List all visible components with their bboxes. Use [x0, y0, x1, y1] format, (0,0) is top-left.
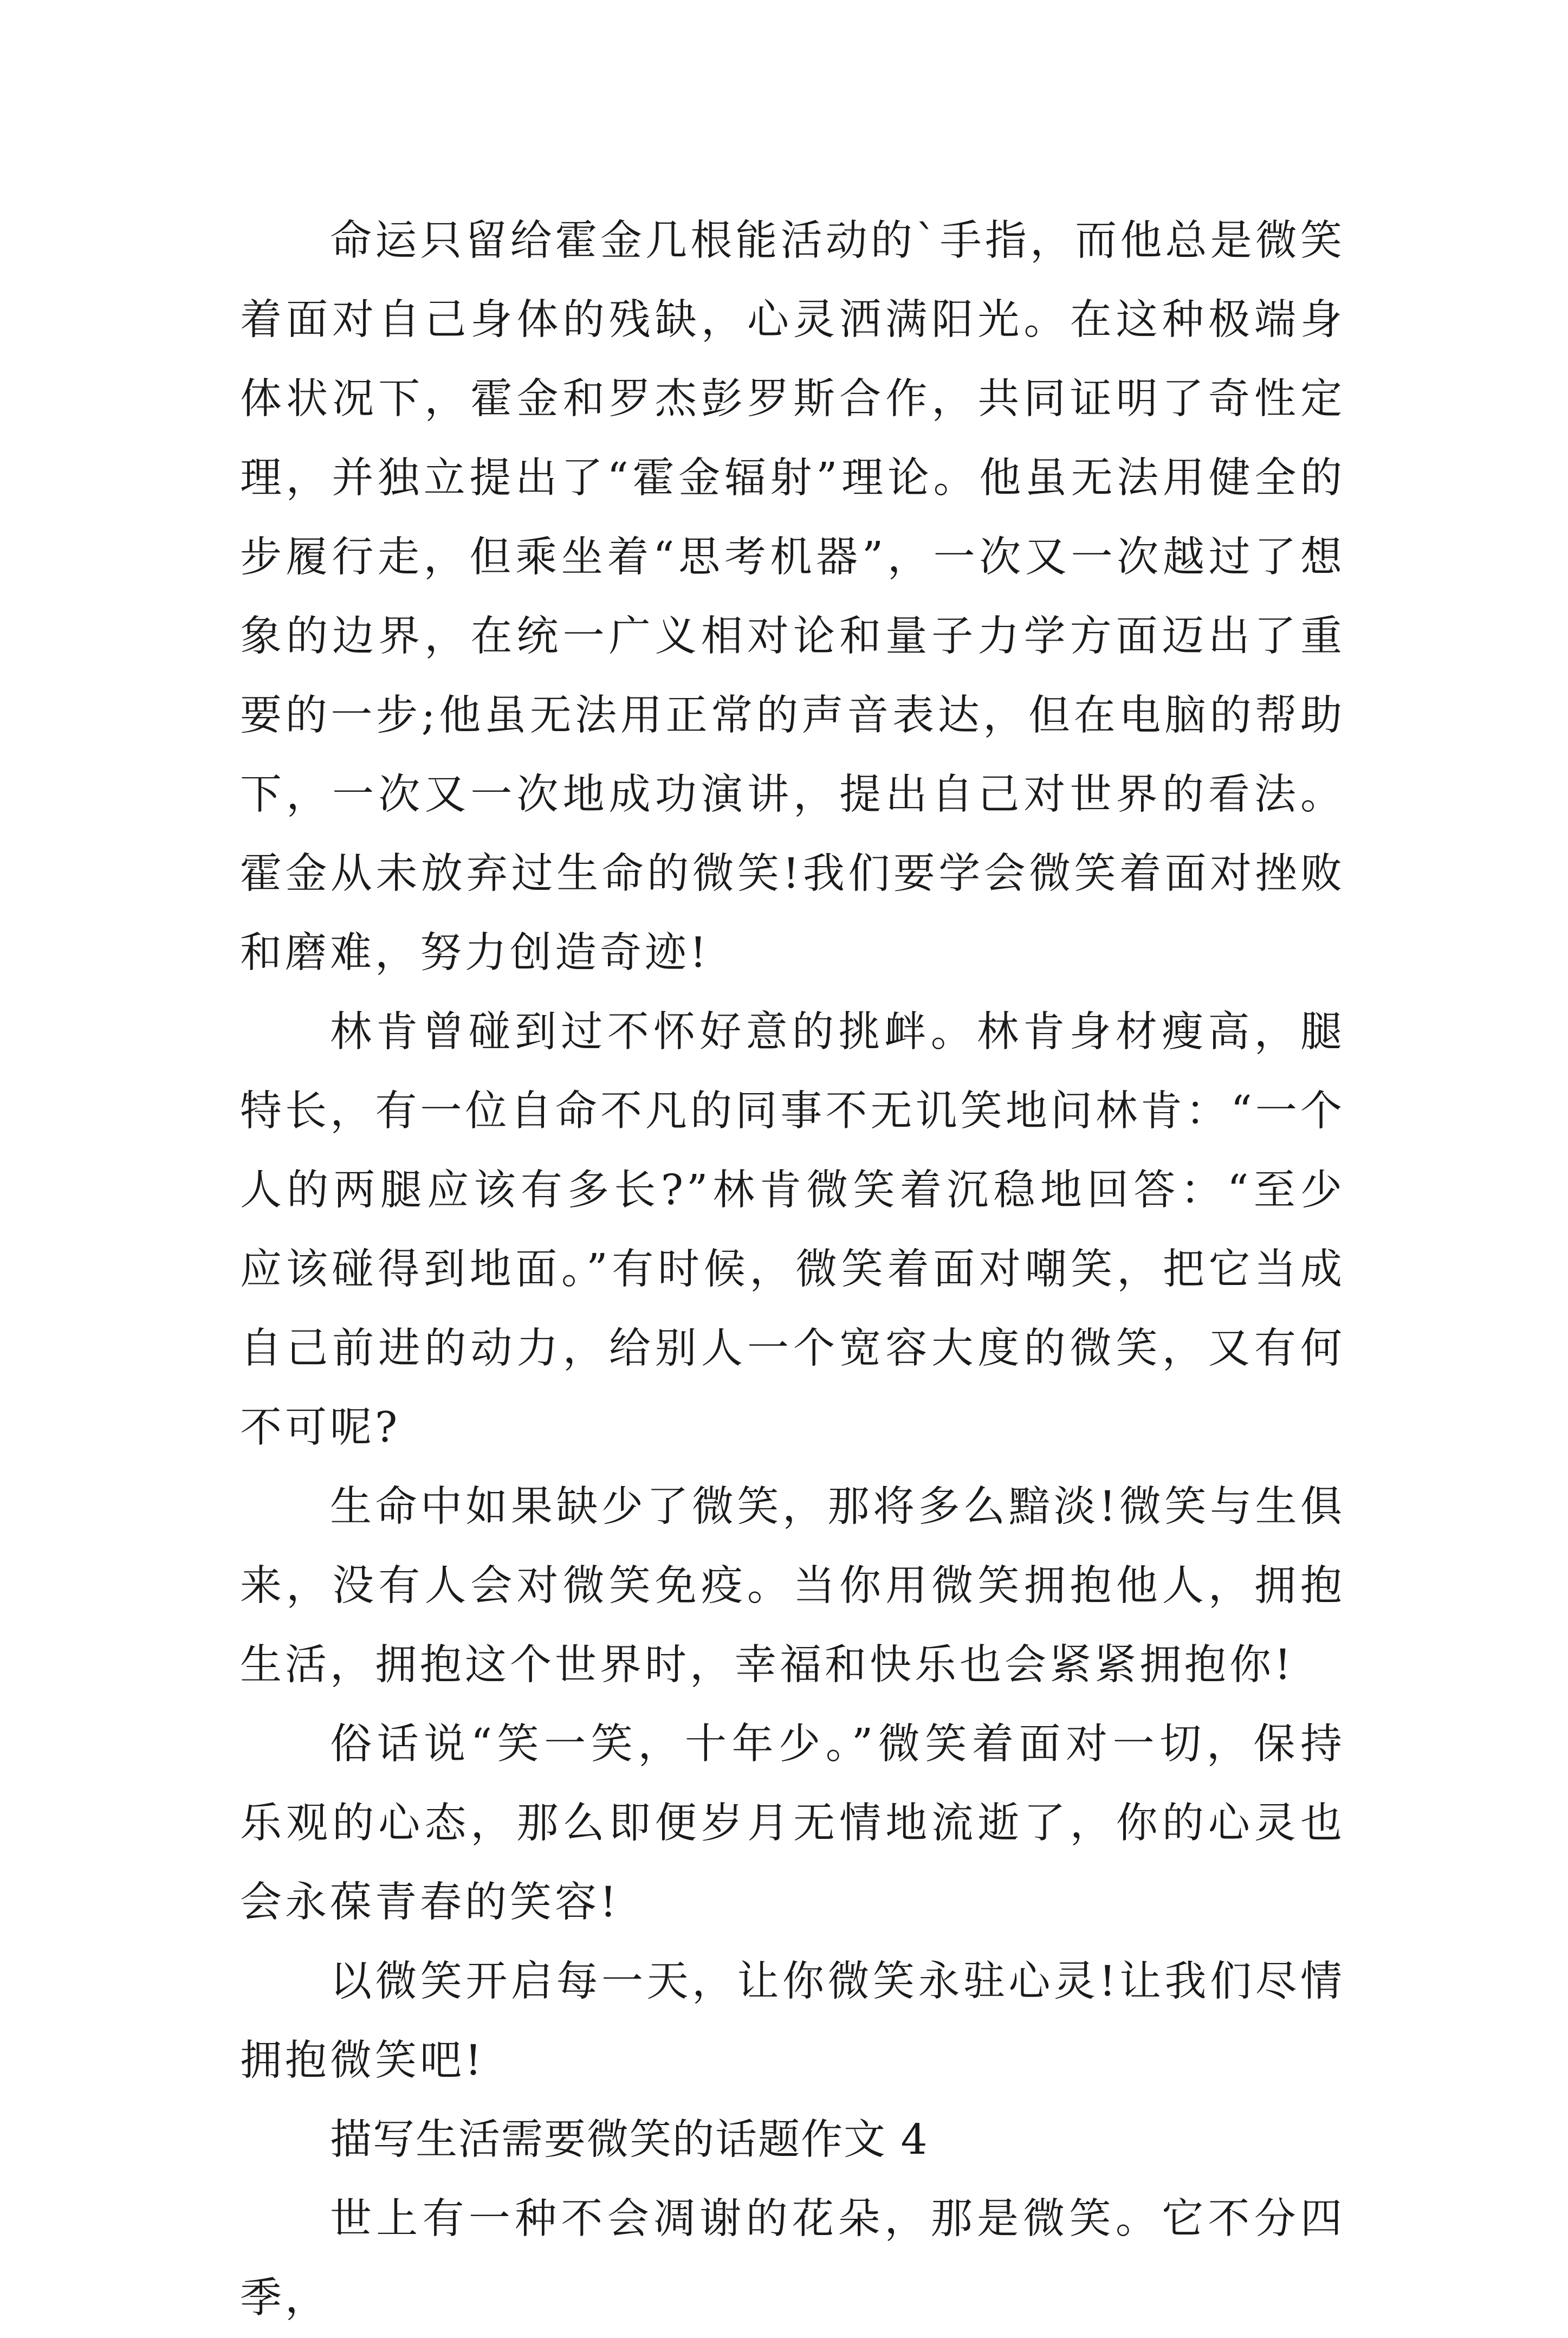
paragraph-proverb: 俗话说“笑一笑，十年少。”微笑着面对一切，保持乐观的心态，那么即便岁月无情地流逝了，你的心灵也会永葆青春的笑容! — [240, 1720, 1345, 1927]
document-body — [240, 202, 1345, 2338]
section-heading: 描写生活需要微笑的话题作文 4 — [330, 2116, 929, 2164]
paragraph-flower: 世上有一种不会凋谢的花朵，那是微笑。它不分四季， — [240, 2195, 1345, 2322]
paragraph-lincoln: 林肯曾碰到过不怀好意的挑衅。林肯身材瘦高，腿特长，有一位自命不凡的同事不无讥笑地问林肯：“一个人的两腿应该有多长?”林肯微笑着沉稳地回答：“至少应该碰得到地面。”有时候，微笑着面对嘲笑，把它当成自己前进的动力，给别人一个宽容大度的微笑，又有何不可呢? — [240, 1008, 1345, 1452]
paragraph-life-smile: 生命中如果缺少了微笑，那将多么黯淡!微笑与生俱来，没有人会对微笑免疫。当你用微笑拥抱他人，拥抱生活，拥抱这个世界时，幸福和快乐也会紧紧拥抱你! — [240, 1483, 1345, 1689]
paragraph-conclusion: 以微笑开启每一天，让你微笑永驻心灵!让我们尽情拥抱微笑吧! — [240, 1958, 1345, 2085]
paragraph-hawking: 命运只留给霍金几根能活动的`手指，而他总是微笑着面对自己身体的残缺，心灵洒满阳光。在这种极端身体状况下，霍金和罗杰彭罗斯合作，共同证明了奇性定理，并独立提出了“霍金辐射”理论。他虽无法用健全的步履行走，但乘坐着“思考机器”，一次又一次越过了想象的边界，在统一广义相对论和量子力学方面迈出了重要的一步;他虽无法用正常的声音表达，但在电脑的帮助下，一次又一次地成功演讲，提出自己对世界的看法。霍金从未放弃过生命的微笑!我们要学会微笑着面对挫败和磨难，努力创造奇迹! — [240, 217, 1345, 977]
